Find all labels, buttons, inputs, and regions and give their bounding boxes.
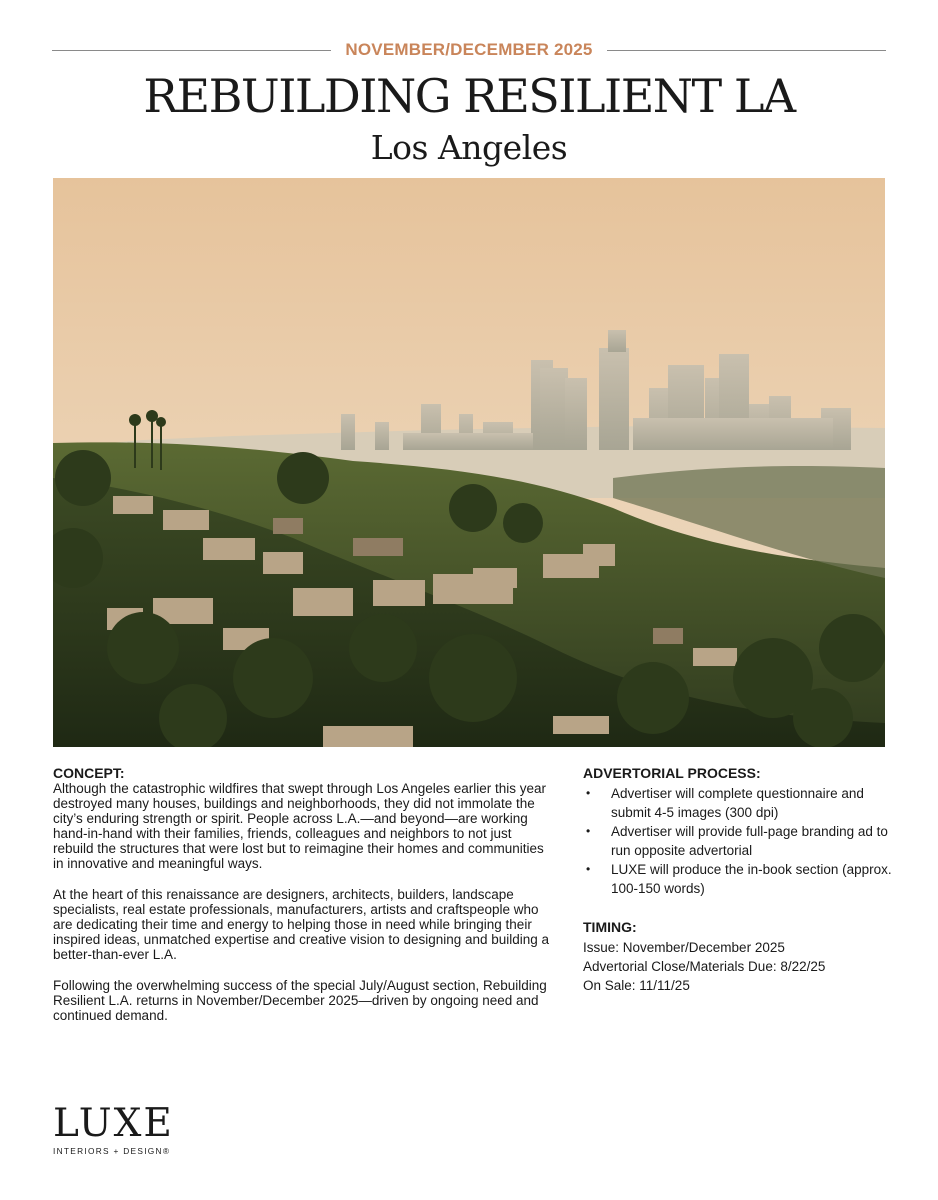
skyline-illustration bbox=[53, 178, 885, 747]
issue-date: NOVEMBER/DECEMBER 2025 bbox=[345, 40, 593, 59]
process-heading: ADVERTORIAL PROCESS: bbox=[583, 765, 761, 781]
process-section bbox=[583, 765, 893, 995]
timing-heading: TIMING: bbox=[583, 919, 637, 935]
hero-photo bbox=[53, 178, 885, 747]
page-subtitle: Los Angeles bbox=[370, 128, 568, 167]
logo-tagline: INTERIORS + DESIGN® bbox=[53, 1146, 171, 1156]
timing-close: Advertorial Close/Materials Due: 8/22/25 bbox=[583, 959, 826, 974]
list-item: • Advertiser will provide full-page branding ad to run opposite advertorial bbox=[583, 822, 893, 860]
timing-on-sale: On Sale: 11/11/25 bbox=[583, 978, 690, 993]
divider-left bbox=[52, 50, 331, 51]
concept-paragraph-2: At the heart of this renaissance are designers, architects, builders, landscape specialists, real estate professionals, manufacturers, artists and craftspeople who are dedicating their time and energy to helping those in need while bringing their inspired ideas, unmatched expertise and creative vision to designing and building a better-than-ever L.A. bbox=[53, 887, 550, 962]
concept-paragraph-3: Following the overwhelming success of the special July/August section, Rebuilding Resilient L.A. returns in November/December 2025—driven by ongoing need and continued demand. bbox=[53, 978, 547, 1023]
logo-wordmark: LUXE bbox=[53, 1101, 174, 1146]
issue-bar bbox=[52, 39, 886, 61]
list-item: • Advertiser will complete questionnaire and submit 4-5 images (300 dpi) bbox=[583, 784, 893, 822]
luxe-logo bbox=[53, 1101, 213, 1156]
timing-issue: Issue: November/December 2025 bbox=[583, 940, 785, 955]
list-item: • LUXE will produce the in-book section (approx. 100-150 words) bbox=[583, 860, 893, 898]
divider-right bbox=[607, 50, 886, 51]
concept-heading: CONCEPT: bbox=[53, 765, 125, 781]
process-list bbox=[583, 784, 893, 898]
page-title: REBUILDING RESILIENT LA bbox=[143, 69, 795, 123]
concept-section bbox=[53, 765, 553, 1039]
concept-paragraph-1: Although the catastrophic wildfires that swept through Los Angeles earlier this year destroyed many houses, buildings and neighborhoods, they did not immolate the city’s enduring strength or spirit. People across L.A.—and beyond—are working hand-in-hand with their families, friends, colleagues and neighbors to not just rebuild the structures that were lost but to reimagine their homes and communities in innovative and meaningful ways. bbox=[53, 781, 547, 871]
